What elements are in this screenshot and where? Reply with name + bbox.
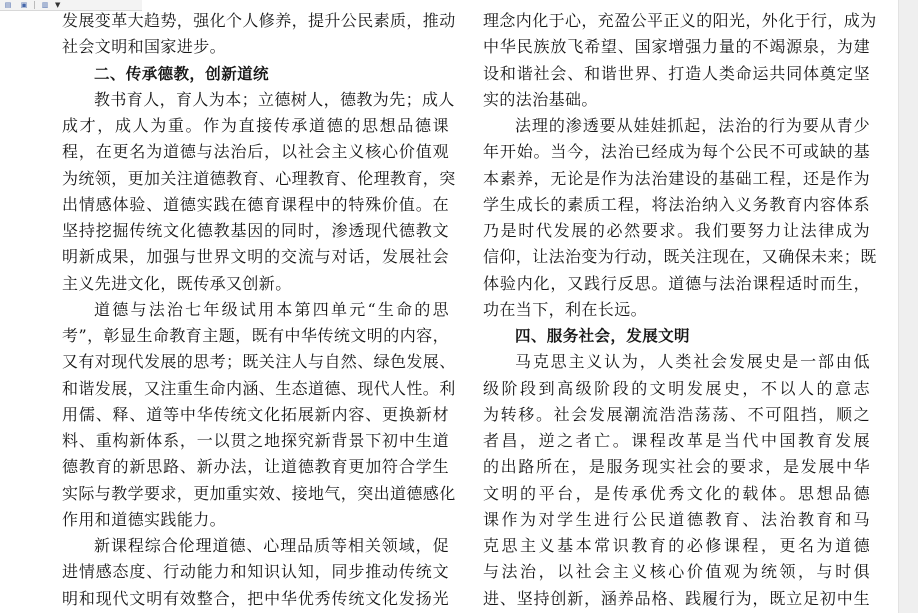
chevron-down-icon[interactable]: ▼ <box>55 1 61 9</box>
text-line: 进、坚持创新，涵养品格、践履行为，既立足初中生 <box>483 588 870 608</box>
text-line: 教书育人，育人为本；立德树人，德教为先；成人 <box>94 89 455 109</box>
text-line: 德教育的新思路、新办法，让道德教育更加符合学生 <box>62 457 449 477</box>
text-line: 级阶段到高级阶段的文明发展史，不以人的意志 <box>483 378 870 398</box>
viewer-scroll-gutter <box>898 0 918 613</box>
text-line: 马克思主义认为，人类社会发展史是一部由低 <box>515 352 870 372</box>
text-line: 功在当下，利在长远。 <box>483 299 648 319</box>
text-line: 年开始。当今，法治已经成为每个公民不可或缺的基 <box>483 142 870 162</box>
text-line: 明和现代文明有效整合，把中华优秀传统文化发扬光 <box>62 588 449 608</box>
text-line: 实的法治基础。 <box>483 89 598 109</box>
text-line: 又有对现代发展的思考；既关注人与自然、绿色发展、 <box>62 352 456 372</box>
section-heading: 四、服务社会，发展文明 <box>515 327 690 345</box>
text-line: 作用和道德实践能力。 <box>62 509 227 529</box>
text-line: 乃是时代发展的必然要求。我们要努力让法律成为 <box>483 221 870 240</box>
save-icon[interactable]: ▣ <box>20 1 28 9</box>
text-line: 的出路所在，是服务现实社会的要求，是发展中华 <box>483 457 870 477</box>
text-line: 用儒、释、道等中华传统文化拓展新内容、更换新材 <box>62 404 449 424</box>
text-line: 实际与教学要求，更加重实效、接地气，突出道德感化 <box>62 483 456 503</box>
text-line: 与法治，以社会主义核心价值观为统领，与时俱 <box>483 562 870 582</box>
left-column <box>62 8 456 612</box>
text-line: 坚持挖掘传统文化德教基因的同时，渗透现代德教文 <box>62 221 449 240</box>
text-line: 发展变革大趋势，强化个人修养，提升公民素质，推动 <box>62 11 456 30</box>
text-line: 者昌，逆之者亡。课程改革是当代中国教育发展 <box>483 431 870 450</box>
text-line: 料、重构新体系，一以贯之地探究新背景下初中生道 <box>62 431 449 450</box>
text-line: 社会文明和国家进步。 <box>62 37 227 57</box>
text-line: 中华民族放飞希望、国家增强力量的不竭源泉，为建 <box>483 37 870 57</box>
page-icon[interactable]: ▤ <box>4 1 12 9</box>
text-line: 主义先进文化，既传承又创新。 <box>62 273 292 293</box>
text-line: 考”，彰显生命教育主题，既有中华传统文明的内容， <box>62 326 449 345</box>
text-line: 出情感体验、道德实践在德育课程中的特殊价值。在 <box>62 194 449 214</box>
text-line: 进情感态度、行动能力和知识认知，同步推动传统文 <box>62 562 449 582</box>
text-line: 法理的渗透要从娃娃抓起，法治的行为要从青少 <box>515 116 870 135</box>
text-line: 为统领，更加关注道德教育、心理教育、伦理教育，突 <box>62 168 456 188</box>
text-line: 新课程综合伦理道德、心理品质等相关领域，促 <box>94 536 449 555</box>
right-column <box>483 8 877 612</box>
text-line: 设和谐社会、和谐世界、打造人类命运共同体奠定坚 <box>483 63 870 83</box>
text-line: 道德与法治七年级试用本第四单元“生命的思 <box>94 299 449 319</box>
text-line: 文明的平台，是传承优秀文化的载体。思想品德 <box>483 483 870 503</box>
text-line: 信仰，让法治变为行动，既关注现在，又确保未来；既 <box>483 247 877 267</box>
print-icon[interactable]: ▥ <box>41 1 49 9</box>
section-heading: 二、传承德教，创新道统 <box>94 64 269 83</box>
text-line: 克思主义基本常识教育的必修课程，更名为道德 <box>483 536 870 555</box>
text-line: 明新成果，加强与世界文明的交流与对话，发展社会 <box>62 247 449 267</box>
toolbar-divider <box>34 1 35 9</box>
text-line: 学生成长的素质工程，将法治纳入义务教育内容体系 <box>483 194 870 214</box>
text-line: 和谐发展，又注重生命内涵、生态道德、现代人性。利 <box>62 378 456 398</box>
text-line: 为转移。社会发展潮流浩浩荡荡、不可阻挡，顺之 <box>483 404 870 424</box>
text-line: 理念内化于心，充盈公平正义的阳光，外化于行，成为 <box>483 11 877 30</box>
text-line: 程，在更名为道德与法治后，以社会主义核心价值观 <box>62 142 449 162</box>
text-line: 本素养，无论是作为法治建设的基础工程，还是作为 <box>483 168 870 188</box>
text-line: 课作为对学生进行公民道德教育、法治教育和马 <box>483 509 870 529</box>
text-line: 体验内化，又践行反思。道德与法治课程适时而生， <box>483 273 870 293</box>
text-line: 成才，成人为重。作为直接传承道德的思想品德课 <box>62 116 449 135</box>
